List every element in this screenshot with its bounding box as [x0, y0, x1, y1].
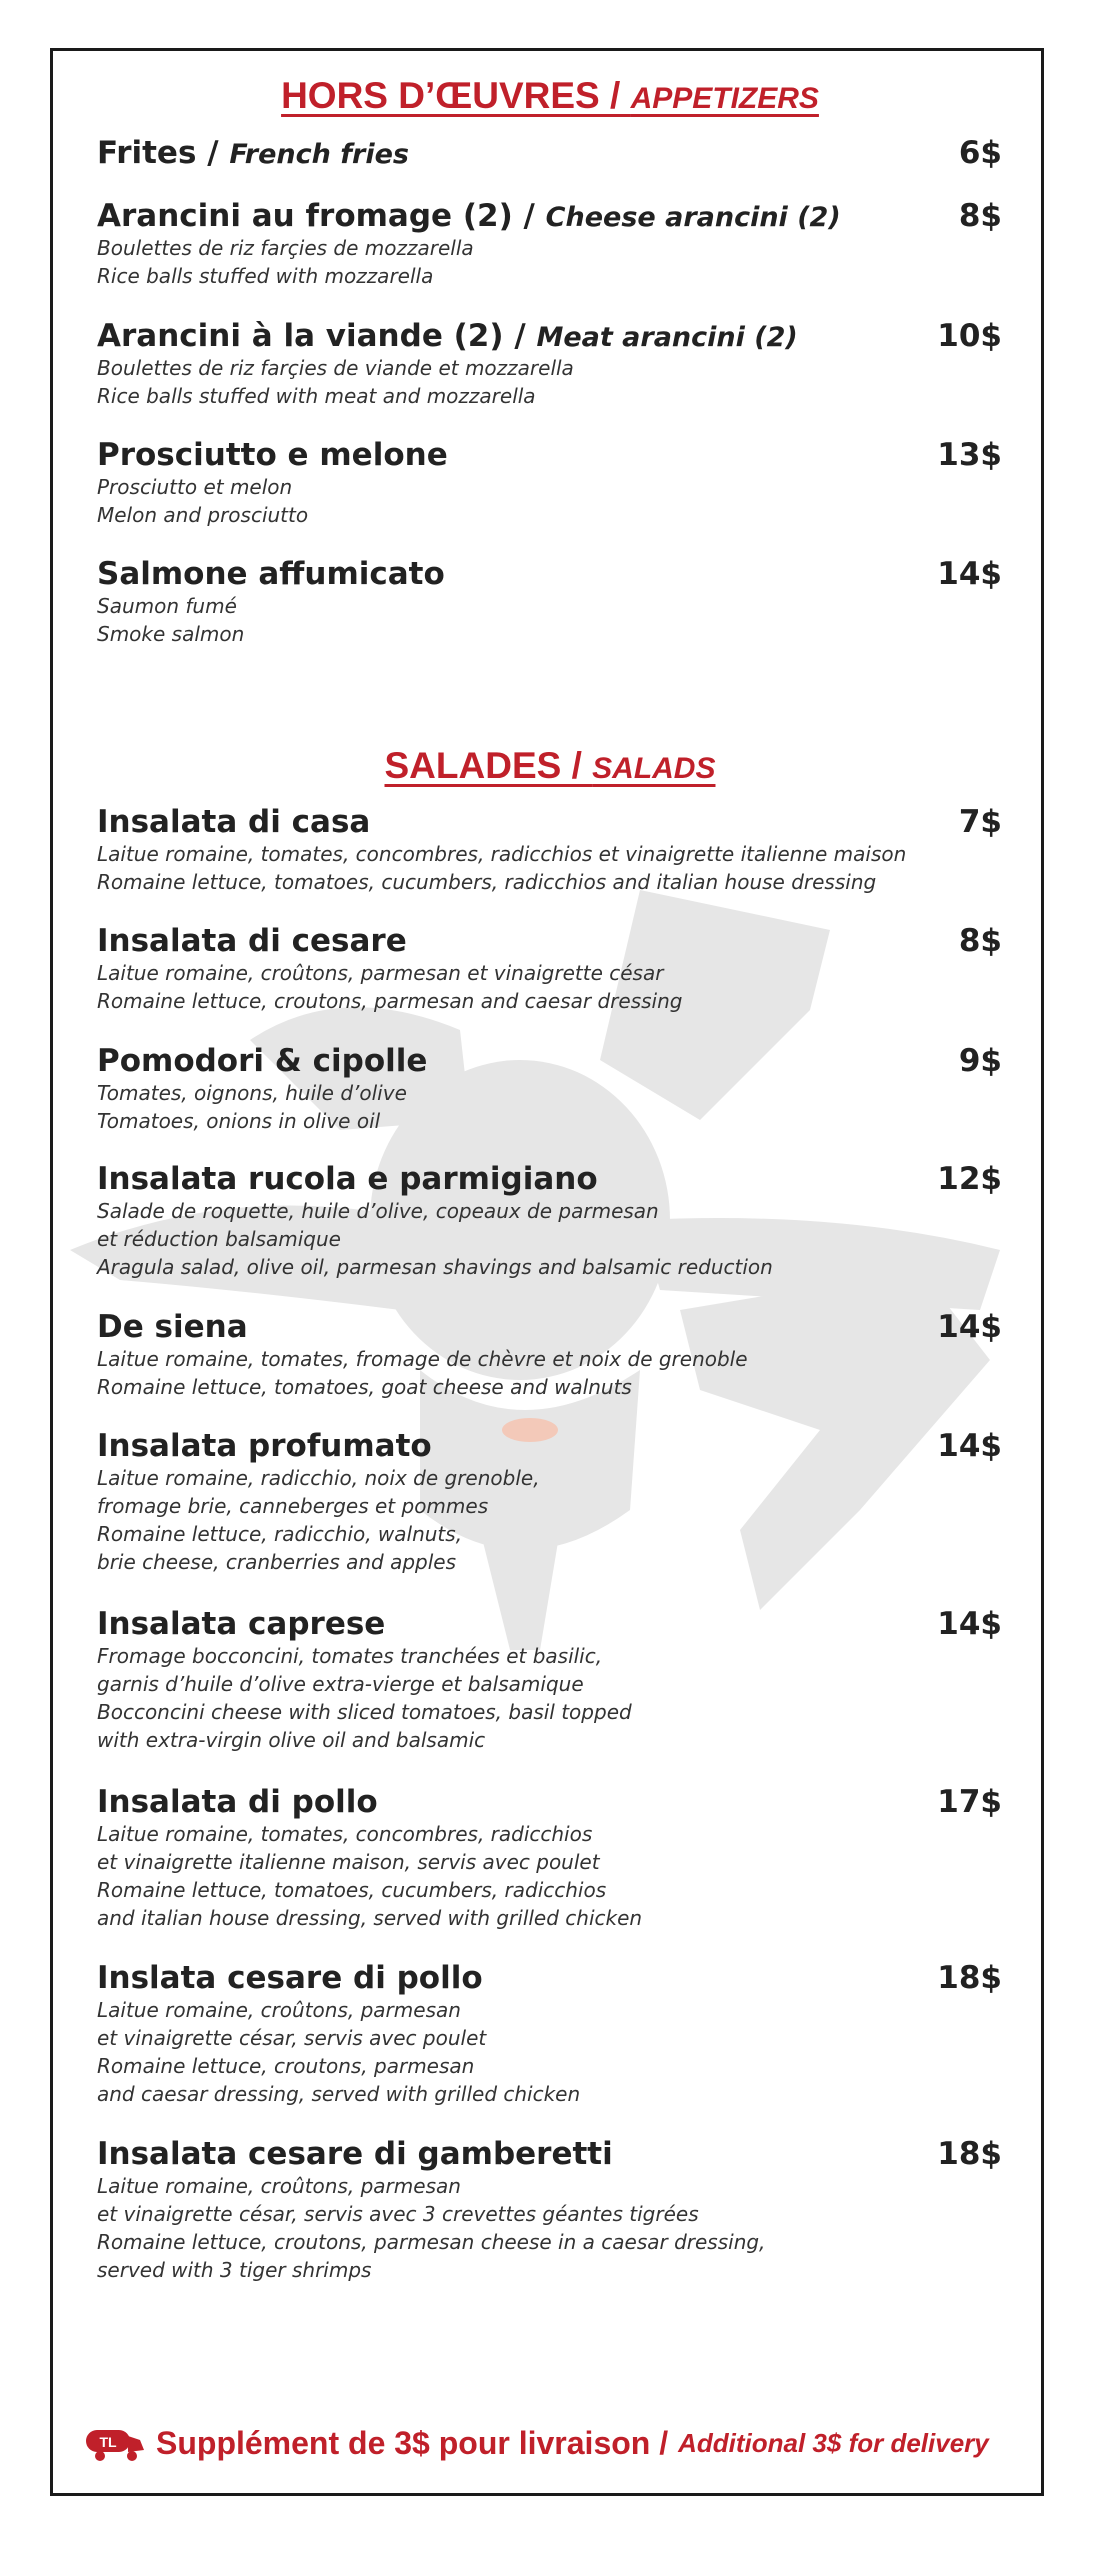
menu-item-price: 14$ [937, 1309, 1002, 1345]
appetizers-title-fr: HORS D’ŒUVRES / [281, 75, 631, 116]
description-line: Romaine lettuce, tomatoes, cucumbers, radicchios and italian house dressing [97, 870, 877, 894]
menu-item-header [97, 1428, 1002, 1464]
menu-item-name [97, 198, 841, 234]
menu-item-header [97, 1309, 1002, 1345]
description-line: Laitue romaine, croûtons, parmesan et vinaigrette césar [97, 961, 664, 985]
menu-item-header [97, 318, 1002, 354]
description-line: Laitue romaine, tomates, concombres, radicchios [97, 1822, 593, 1846]
description-line: Salade de roquette, huile d’olive, copeaux de parmesan [97, 1199, 659, 1223]
description-line: Boulettes de riz farçies de mozzarella [97, 236, 474, 260]
description-line: Boulettes de riz farçies de viande et mozzarella [97, 356, 574, 380]
description-line: Saumon fumé [97, 594, 237, 618]
menu-item-header [97, 1043, 1002, 1079]
delivery-note-en: Additional 3$ for delivery [678, 2428, 989, 2458]
menu-item-name-fr: Insalata di cesare [97, 923, 407, 959]
description-line: fromage brie, canneberges et pommes [97, 1494, 489, 1518]
menu-item-name-en: Cheese arancini (2) [545, 202, 841, 233]
menu-item-description [97, 354, 1002, 410]
menu-item-header [97, 1606, 1002, 1642]
menu-item-name-fr: Inslata cesare di pollo [97, 1960, 483, 1996]
menu-item-name-en: French fries [229, 139, 409, 170]
menu-item [97, 1784, 1002, 1932]
menu-item-name [97, 1606, 385, 1642]
description-line: and italian house dressing, served with grilled chicken [97, 1906, 643, 1930]
menu-item [97, 1043, 1002, 1135]
description-line: et vinaigrette césar, servis avec 3 crevettes géantes tigrées [97, 2202, 699, 2226]
description-line: Romaine lettuce, tomatoes, goat cheese and walnuts [97, 1375, 632, 1399]
description-line: Tomatoes, onions in olive oil [97, 1109, 381, 1133]
description-line: Laitue romaine, tomates, concombres, radicchios et vinaigrette italienne maison [97, 842, 907, 866]
menu-item-price: 10$ [937, 318, 1002, 354]
menu-item-name-fr: Insalata di casa [97, 804, 371, 840]
menu-item-name [97, 556, 445, 592]
menu-item-header [97, 556, 1002, 592]
menu-item-description [97, 1079, 1002, 1135]
menu-item-price: 17$ [937, 1784, 1002, 1820]
menu-item-description [97, 234, 1002, 290]
appetizers-heading [0, 75, 1100, 117]
menu-item-name-fr: Insalata cesare di gamberetti [97, 2136, 613, 2172]
menu-item-name [97, 135, 409, 171]
menu-item-price: 13$ [937, 437, 1002, 473]
menu-item-price: 9$ [958, 1043, 1002, 1079]
description-line: Aragula salad, olive oil, parmesan shavings and balsamic reduction [97, 1255, 773, 1279]
description-line: et vinaigrette césar, servis avec poulet [97, 2026, 487, 2050]
menu-item-name [97, 804, 370, 840]
menu-item [97, 135, 1002, 171]
menu-item-header [97, 2136, 1002, 2172]
menu-item-header [97, 804, 1002, 840]
menu-item-header [97, 923, 1002, 959]
menu-item-name [97, 2136, 613, 2172]
menu-item-name-en: Meat arancini (2) [536, 322, 798, 353]
description-line: Romaine lettuce, croutons, parmesan cheese in a caesar dressing, [97, 2230, 766, 2254]
description-line: et réduction balsamique [97, 1227, 341, 1251]
menu-item [97, 804, 1002, 896]
menu-item [97, 2136, 1002, 2284]
description-line: Smoke salmon [97, 622, 245, 646]
menu-item-description [97, 1197, 1002, 1281]
menu-item-header [97, 135, 1002, 171]
menu-item-name [97, 437, 448, 473]
menu-item-description [97, 2172, 1002, 2284]
description-line: Laitue romaine, croûtons, parmesan [97, 2174, 461, 2198]
menu-item-name [97, 1043, 427, 1079]
description-line: Tomates, oignons, huile d’olive [97, 1081, 407, 1105]
description-line: Laitue romaine, tomates, fromage de chèvre et noix de grenoble [97, 1347, 748, 1371]
description-line: Romaine lettuce, croutons, parmesan [97, 2054, 475, 2078]
description-line: Romaine lettuce, croutons, parmesan and caesar dressing [97, 989, 683, 1013]
menu-item-name [97, 1428, 432, 1464]
menu-item-name-fr: De siena [97, 1309, 248, 1345]
description-line: Fromage bocconcini, tomates tranchées et basilic, [97, 1644, 603, 1668]
description-line: and caesar dressing, served with grilled chicken [97, 2082, 581, 2106]
description-line: Prosciutto et melon [97, 475, 293, 499]
salads-heading [0, 745, 1100, 787]
description-line: Rice balls stuffed with mozzarella [97, 264, 434, 288]
menu-item-description [97, 1642, 1002, 1754]
menu-item-header [97, 1960, 1002, 1996]
menu-item-description [97, 1996, 1002, 2108]
menu-item [97, 1960, 1002, 2108]
description-line: Bocconcini cheese with sliced tomatoes, basil topped [97, 1700, 632, 1724]
menu-item-header [97, 1161, 1002, 1197]
description-line: with extra-virgin olive oil and balsamic [97, 1728, 486, 1752]
menu-item-price: 8$ [958, 198, 1002, 234]
menu-item [97, 1428, 1002, 1576]
menu-item-name [97, 1309, 248, 1345]
menu-item [97, 198, 1002, 290]
description-line: Laitue romaine, radicchio, noix de grenoble, [97, 1466, 540, 1490]
menu-item-price: 8$ [958, 923, 1002, 959]
delivery-note-fr: Supplément de 3$ pour livraison / [156, 2425, 669, 2461]
menu-item-name [97, 1960, 483, 1996]
menu-item-name [97, 923, 407, 959]
description-line: served with 3 tiger shrimps [97, 2258, 372, 2282]
menu-item [97, 318, 1002, 410]
menu-item-name-fr: Insalata rucola e parmigiano [97, 1161, 598, 1197]
menu-item-name [97, 318, 798, 354]
menu-item-price: 14$ [937, 1428, 1002, 1464]
menu-item-name-fr: Insalata caprese [97, 1606, 386, 1642]
menu-item-header [97, 198, 1002, 234]
description-line: brie cheese, cranberries and apples [97, 1550, 457, 1574]
description-line: et vinaigrette italienne maison, servis avec poulet [97, 1850, 600, 1874]
menu-item-price: 7$ [958, 804, 1002, 840]
menu-item-name-fr: Frites / [97, 135, 230, 171]
appetizers-title-en: APPETIZERS [630, 82, 819, 115]
menu-item-description [97, 473, 1002, 529]
menu-item [97, 923, 1002, 1015]
description-line: Rice balls stuffed with meat and mozzarella [97, 384, 536, 408]
salads-title-fr: SALADES / [384, 745, 593, 786]
description-line: Romaine lettuce, radicchio, walnuts, [97, 1522, 463, 1546]
menu-item-price: 6$ [958, 135, 1002, 171]
salads-title-en: SALADS [592, 752, 716, 785]
menu-item [97, 1606, 1002, 1754]
menu-item-name [97, 1161, 598, 1197]
menu-item-name-fr: Arancini au fromage (2) / [97, 198, 546, 234]
menu-item-price: 14$ [937, 556, 1002, 592]
menu-item-description [97, 1820, 1002, 1932]
menu-item [97, 556, 1002, 648]
menu-item-price: 14$ [937, 1606, 1002, 1642]
menu-item-description [97, 959, 1002, 1015]
menu-item-description [97, 592, 1002, 648]
description-line: garnis d’huile d’olive extra-vierge et balsamique [97, 1672, 584, 1696]
menu-item [97, 437, 1002, 529]
description-line: Romaine lettuce, tomatoes, cucumbers, radicchios [97, 1878, 607, 1902]
menu-item-header [97, 1784, 1002, 1820]
menu-item-name-fr: Prosciutto e melone [97, 437, 448, 473]
menu-item-name-fr: Salmone affumicato [97, 556, 445, 592]
menu-item-name-fr: Pomodori & cipolle [97, 1043, 428, 1079]
description-line: Melon and prosciutto [97, 503, 309, 527]
description-line: Laitue romaine, croûtons, parmesan [97, 1998, 461, 2022]
svg-text:TL: TL [99, 2433, 117, 2450]
delivery-note [84, 2425, 1004, 2462]
menu-item-description [97, 840, 1002, 896]
menu-item-price: 12$ [937, 1161, 1002, 1197]
menu-item-description [97, 1464, 1002, 1576]
menu-item [97, 1161, 1002, 1281]
menu-item-name-fr: Insalata profumato [97, 1428, 432, 1464]
menu-item-price: 18$ [937, 2136, 1002, 2172]
delivery-truck-icon [84, 2426, 146, 2462]
menu-item-header [97, 437, 1002, 473]
menu-item-name [97, 1784, 378, 1820]
menu-item [97, 1309, 1002, 1401]
menu-item-name-fr: Arancini à la viande (2) / [97, 318, 537, 354]
menu-item-description [97, 1345, 1002, 1401]
menu-item-name-fr: Insalata di pollo [97, 1784, 378, 1820]
menu-item-price: 18$ [937, 1960, 1002, 1996]
